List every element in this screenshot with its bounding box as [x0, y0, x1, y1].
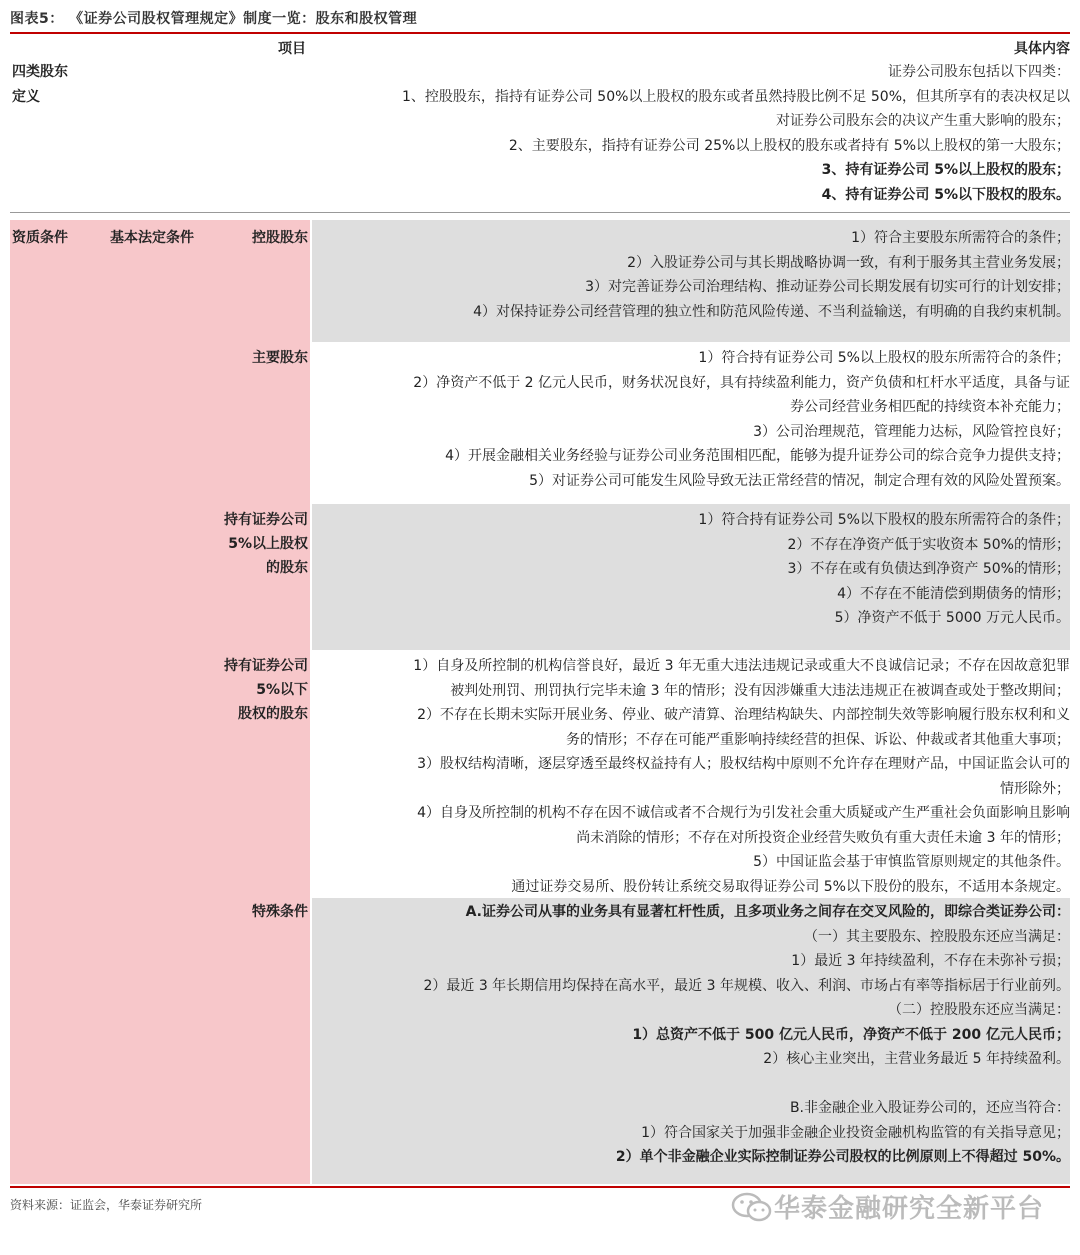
- content-line: 5）对证券公司可能发生风险导致无法正常经营的情况，制定合理有效的风险处置预案。: [529, 472, 1070, 489]
- group-label-line: 持有证券公司: [224, 658, 308, 674]
- header-item: 项目: [278, 41, 306, 57]
- group-label-line: 持有证券公司: [224, 512, 308, 528]
- content-line: 券公司经营业务相匹配的持续资本补充能力；: [790, 399, 1070, 415]
- content-line: 1）符合国家关于加强非金融企业投资金融机构监管的有关指导意见；: [641, 1124, 1070, 1141]
- content-line: 1）自身及所控制的机构信誉良好，最近 3 年无重大违法违规记录或重大不良诚信记录；不存在因故意犯罪: [413, 658, 1070, 674]
- definition-content: [402, 60, 1070, 207]
- group-label-line: 特殊条件: [252, 904, 308, 920]
- content-line: 4）自身及所控制的机构不存在因不诚信或者不合规行为引发社会重大质疑或产生严重社会负面影响且影响: [417, 805, 1070, 821]
- content-line: 2）单个非金融企业实际控制证券公司股权的比例原则上不得超过 50%。: [615, 1149, 1070, 1165]
- group-content: [698, 508, 1070, 631]
- group-label-line: 5%以上股权: [228, 536, 308, 552]
- content-line: 4）开展金融相关业务经验与证券公司业务范围相匹配，能够为提升证券公司的综合竞争力提供支持；: [445, 448, 1070, 464]
- header-content: 具体内容: [1014, 41, 1070, 57]
- group-content: [413, 346, 1070, 493]
- content-line: 3）公司治理规范，管理能力达标，风险管控良好；: [753, 423, 1070, 440]
- content-line: 2）核心主业突出，主营业务最近 5 年持续盈利。: [763, 1051, 1070, 1067]
- group-label-line: 主要股东: [252, 350, 308, 366]
- content-line: 5）中国证监会基于审慎监管原则规定的其他条件。: [753, 854, 1070, 870]
- group-label: [224, 508, 308, 580]
- group-label: [252, 226, 308, 250]
- content-line: 1）符合主要股东所需符合的条件；: [851, 230, 1070, 246]
- source-note: 资料来源：证监会，华泰证券研究所: [10, 1198, 203, 1212]
- group-label: [224, 654, 308, 726]
- content-line: （二）控股股东还应当满足：: [888, 1002, 1070, 1018]
- content-line: 1、控股股东，指持有证券公司 50%以上股权的股东或者虽然持股比例不足 50%，但其所享有的表决权足以: [401, 88, 1070, 105]
- group-label-line: 的股东: [266, 560, 308, 576]
- group-label-line: 5%以下: [256, 682, 308, 698]
- content-line: 2）不存在长期未实际开展业务、停业、破产清算、治理结构缺失、内部控制失效等影响履行股东权利和义: [417, 707, 1070, 723]
- group-content: [473, 226, 1070, 324]
- content-line: 3、持有证券公司 5%以上股权的股东；: [821, 162, 1070, 178]
- definition-label-line2: 定义: [12, 89, 40, 105]
- definition-label-line1: 四类股东: [12, 64, 68, 80]
- content-line: 4）对保持证券公司经营管理的独立性和防范风险传递、不当利益输送，有明确的自我约束机制。: [473, 303, 1070, 320]
- content-line: A.证券公司从事的业务具有显著杠杆性质，且多项业务之间存在交叉风险的，即综合类证券公司：: [465, 904, 1070, 920]
- content-line: 1）符合持有证券公司 5%以下股权的股东所需符合的条件；: [698, 512, 1070, 528]
- section-divider: [10, 212, 1070, 213]
- content-line: 4、持有证券公司 5%以下股权的股东。: [821, 186, 1070, 203]
- content-line: 对证券公司股东会的决议产生重大影响的股东；: [776, 113, 1070, 129]
- content-line: 证券公司股东包括以下四类：: [888, 64, 1070, 80]
- watermark: [730, 1188, 1044, 1225]
- watermark-text: 华泰金融研究全新平台: [774, 1194, 1045, 1224]
- content-line: 务的情形；不存在可能严重影响持续经营的担保、诉讼、仲裁或者其他重大事项；: [566, 731, 1070, 748]
- content-line: 被判处刑罚、刑罚执行完毕未逾 3 年的情形；没有因涉嫌重大违法违规正在被调查或处于整改期间；: [450, 682, 1070, 699]
- content-line: 2）入股证券公司与其长期战略协调一致，有利于服务其主营业务发展；: [627, 254, 1070, 271]
- wechat-icon: [730, 1190, 774, 1224]
- group-label-line: 控股股东: [252, 230, 308, 246]
- group-label-line: 股权的股东: [238, 706, 308, 722]
- content-line: 2）净资产不低于 2 亿元人民币，财务状况良好，具有持续盈利能力，资产负债和杠杆水平适度，具备与证: [413, 374, 1070, 391]
- content-line: [423, 1072, 1070, 1097]
- content-line: 5）净资产不低于 5000 万元人民币。: [834, 610, 1070, 626]
- basic-conditions-label: 基本法定条件: [110, 230, 194, 246]
- group-label: [252, 346, 308, 370]
- content-line: 3）不存在或有负债达到净资产 50%的情形；: [787, 561, 1070, 577]
- content-line: 2）不存在净资产低于实收资本 50%的情形；: [787, 536, 1070, 553]
- content-line: 2）最近 3 年长期信用均保持在高水平，最近 3 年规模、收入、利润、市场占有率等指标居于行业前列。: [423, 977, 1070, 994]
- content-line: 2、主要股东，指持有证券公司 25%以上股权的股东或者持有 5%以上股权的第一大股东；: [508, 137, 1070, 154]
- group-content: [413, 654, 1070, 899]
- figure-title: 图表5： 《证券公司股权管理规定》制度一览：股东和股权管理: [10, 11, 418, 27]
- content-line: 尚未消除的情形；不存在对所投资企业经营失败负有重大责任未逾 3 年的情形；: [576, 829, 1070, 846]
- group-content: [423, 900, 1070, 1170]
- content-line: 3）股权结构清晰，逐层穿透至最终权益持有人；股权结构中原则不允许存在理财产品，中国证监会认可的: [417, 756, 1070, 772]
- qualification-label: 资质条件: [12, 230, 68, 246]
- content-line: （一）其主要股东、控股股东还应当满足：: [804, 928, 1070, 945]
- content-line: 1）最近 3 年持续盈利，不存在未弥补亏损；: [791, 953, 1070, 969]
- content-line: B.非金融企业入股证券公司的，还应当符合：: [789, 1100, 1070, 1116]
- top-rule: [10, 32, 1070, 34]
- content-line: 3）对完善证券公司治理结构、推动证券公司长期发展有切实可行的计划安排；: [585, 279, 1070, 295]
- content-line: 1）符合持有证券公司 5%以上股权的股东所需符合的条件；: [698, 350, 1070, 366]
- content-line: 通过证券交易所、股份转让系统交易取得证券公司 5%以下股份的股东，不适用本条规定。: [511, 878, 1070, 895]
- content-line: 情形除外；: [1000, 780, 1070, 797]
- group-label: [252, 900, 308, 924]
- content-line: 1）总资产不低于 500 亿元人民币，净资产不低于 200 亿元人民币；: [632, 1026, 1070, 1043]
- content-line: 4）不存在不能清偿到期债务的情形；: [837, 585, 1070, 602]
